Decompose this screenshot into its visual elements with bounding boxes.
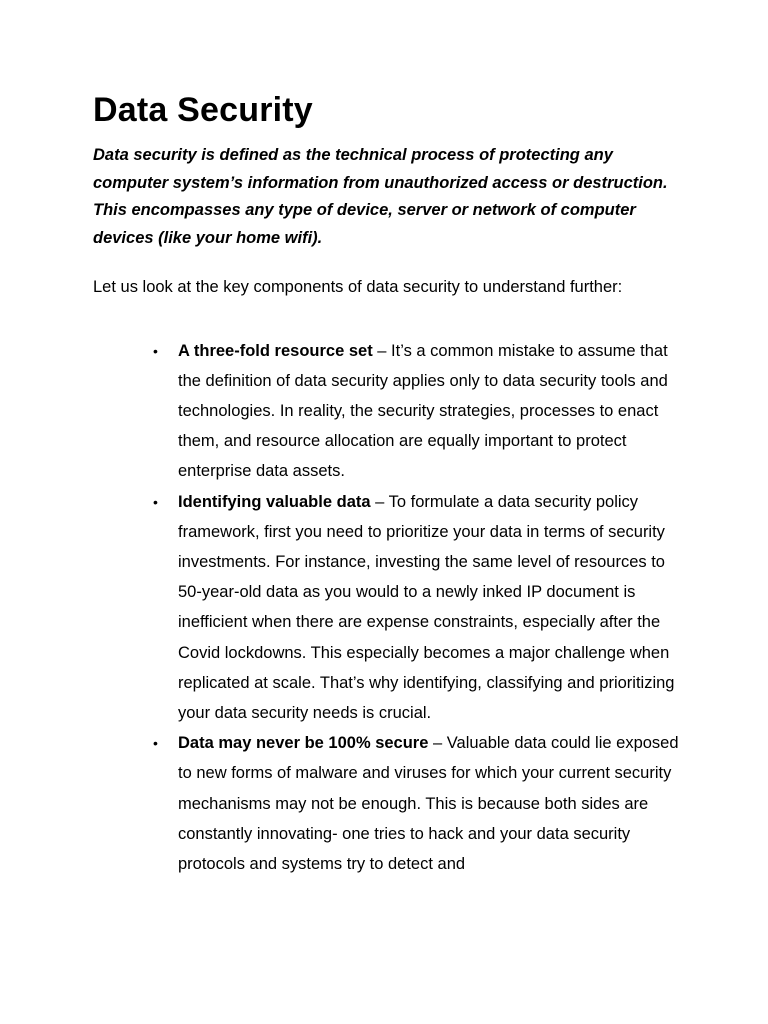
list-item [93, 728, 683, 879]
list-item [93, 487, 683, 729]
components-list [93, 336, 683, 880]
list-item-title: Identifying valuable data [178, 492, 371, 511]
list-item-title: Data may never be 100% secure [178, 734, 429, 753]
list-item [93, 336, 683, 487]
list-item-text: – To formulate a data security policy framework, first you need to prioritize your data in terms of security investments. For instance, investing the same level of resources to 50-year-old data as you would to a newly inked IP document is inefficient when there are expense constraints, especially after the Covid lockdowns. This especially becomes a major challenge when replicated at scale. That’s why identifying, classifying and prioritizing your data security needs is crucial. [178, 492, 675, 722]
list-item-text: – Valuable data could lie exposed to new forms of malware and viruses for which your current security mechanisms may not be enough. This is because both sides are constantly innovating- one tries to hack and your data security protocols and systems try to detect and [178, 734, 679, 873]
list-item-text: – It’s a common mistake to assume that the definition of data security applies only to data security tools and technologies. In reality, the security strategies, processes to enact them, and resource allocation are equally important to protect enterprise data assets. [178, 341, 668, 481]
list-item-title: A three-fold resource set [178, 341, 373, 360]
document-page [93, 88, 683, 879]
intro-paragraph: Data security is defined as the technical process of protecting any computer system’s information from unauthorized access or destruction. This encompasses any type of device, server or network of computer devices (like your home wifi). [93, 146, 668, 247]
bullet-icon: • [153, 493, 158, 510]
bullet-icon: • [153, 735, 158, 752]
lead-paragraph: Let us look at the key components of data security to understand further: [93, 278, 623, 296]
document-title: Data Security [93, 91, 313, 129]
bullet-icon: • [153, 342, 158, 359]
